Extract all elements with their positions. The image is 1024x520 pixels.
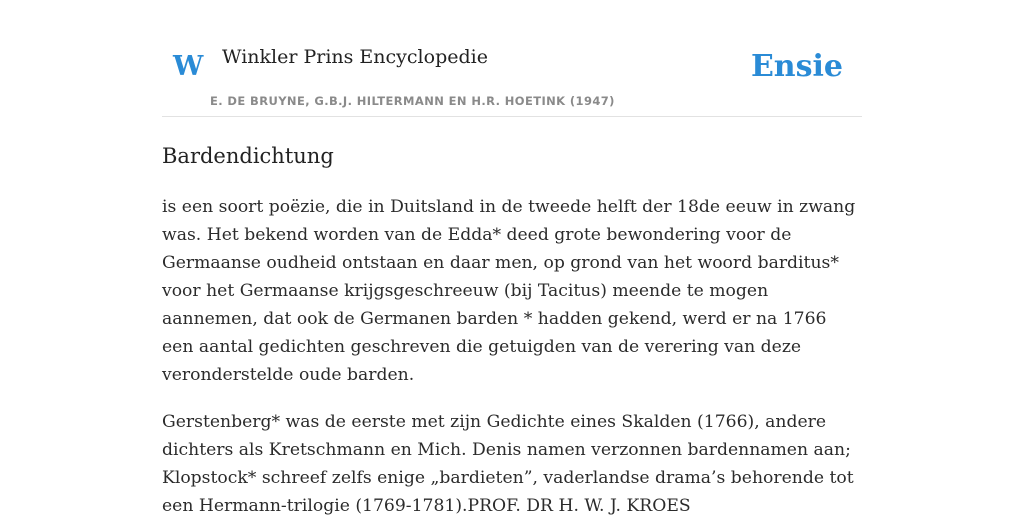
entry-title: Bardendichtung [162,144,334,168]
ensie-logo[interactable]: Ensie [750,49,843,84]
winkler-prins-logo[interactable]: W [173,51,204,82]
entry-paragraph-2: Gerstenberg* was de eerste met zijn Gedichte eines Skalden (1766), andere dichters als Kretschmann en Mich. Denis namen verzonnen bardennamen aan; Klopstock* schreef zelfs enige „bardieten”, vaderlandse drama’s behorende tot een Hermann-trilogie (1769-1781).PROF. DR H. W. J. KROES [162,412,854,516]
entry-card [162,0,862,520]
book-authors: E. DE BRUYNE, G.B.J. HILTERMANN EN H.R. HOETINK (1947) [210,94,615,108]
header [162,0,862,117]
book-title[interactable]: Winkler Prins Encyclopedie [222,46,488,68]
entry-paragraph-1: is een soort poëzie, die in Duitsland in de tweede helft der 18de eeuw in zwang was. Het bekend worden van de Edda* deed grote bewondering voor de Germaanse oudheid ontstaan en daar men, op grond van het woord barditus* voor het Germaanse krijgsgeschreeuw (bij Tacitus) meende te mogen aannemen, dat ook de Germanen barden * hadden gekend, werd er na 1766 een aantal gedichten geschreven die getuigden van de verering van deze veronderstelde oude barden. [162,197,856,385]
